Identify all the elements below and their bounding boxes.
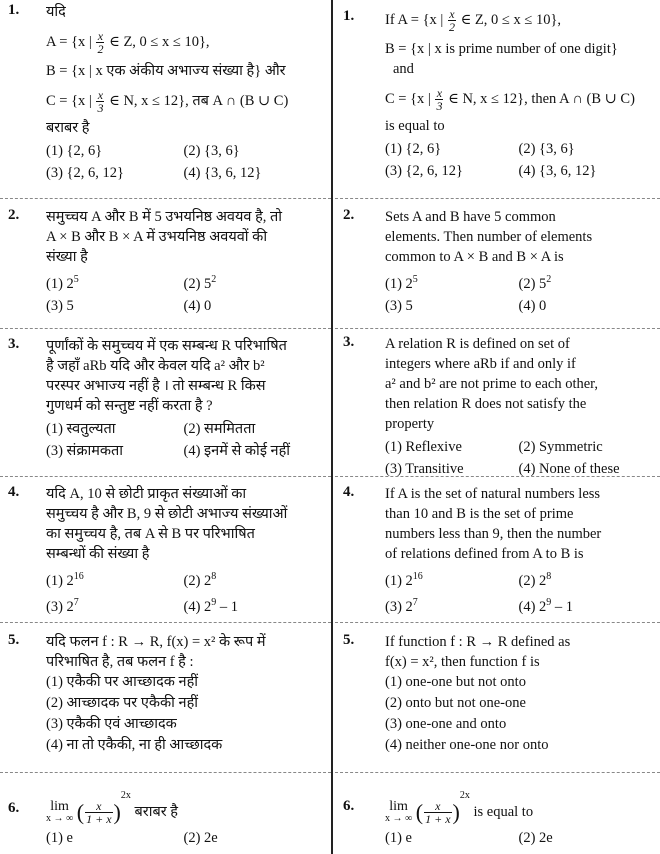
option-text: (2) 5 xyxy=(183,275,212,292)
numerator: x xyxy=(85,800,112,813)
option-3[interactable]: (3) {2, 6, 12} xyxy=(46,165,124,181)
exponent: 9 xyxy=(546,596,552,608)
option-2[interactable]: (2) {3, 6} xyxy=(518,141,575,157)
option-text: – 1 xyxy=(216,598,239,615)
option-4[interactable]: (4) {3, 6, 12} xyxy=(518,163,597,179)
question-text: यदि A, 10 से छोटी प्राकृत संख्याओं का xyxy=(46,486,247,502)
option-2[interactable]: (2) 2e xyxy=(183,830,218,847)
question-text: If function f : R → R defined as xyxy=(385,634,571,650)
option-text: (1) 2 xyxy=(46,275,74,292)
limit-operator xyxy=(46,798,74,825)
separator-line xyxy=(335,622,660,623)
question-text-tail: is equal to xyxy=(469,804,534,820)
question-number: 5. xyxy=(343,632,355,648)
numerator: x xyxy=(436,86,443,100)
separator-line xyxy=(0,476,331,477)
option-1[interactable] xyxy=(46,269,184,295)
exponent: 2 xyxy=(546,274,552,285)
exponent: 9 xyxy=(211,596,217,608)
option-text: (2) 5 xyxy=(518,275,547,292)
question-text: परस्पर अभाज्य नहीं है । तो सम्बन्ध R किस xyxy=(46,378,266,394)
question-text: a² and b² are not prime to each other, xyxy=(385,376,599,392)
limit-expression xyxy=(46,786,321,825)
separator-line xyxy=(0,622,331,623)
numerator: x xyxy=(449,7,455,21)
denominator: 3 xyxy=(97,101,104,115)
separator-line xyxy=(335,476,660,477)
question-text: numbers less than 9, then the number xyxy=(385,526,602,542)
question-text: सम्बन्धों की संख्या है xyxy=(46,546,150,562)
options xyxy=(385,269,652,317)
exponent: 16 xyxy=(73,571,84,582)
question-text: गुणधर्म को सन्तुष्ट नहीं करता है ? xyxy=(46,398,213,414)
column-divider xyxy=(331,0,333,854)
question-text: f(x) = x², then function f is xyxy=(385,654,540,670)
question-text: elements. Then number of elements xyxy=(385,229,593,245)
option-2[interactable]: (2) 2e xyxy=(518,830,553,847)
separator-line xyxy=(335,198,660,199)
option-4[interactable] xyxy=(184,592,322,618)
question-text: परिभाषित है, तब फलन f है : xyxy=(46,654,194,670)
option-4[interactable]: (4) None of these xyxy=(518,461,620,477)
question-number: 4. xyxy=(343,484,355,500)
option-2[interactable] xyxy=(184,269,322,295)
option-4[interactable]: (4) ना तो एकैकी, ना ही आच्छादक xyxy=(46,737,223,753)
option-3[interactable]: (3) 5 xyxy=(46,297,74,314)
exponent: 5 xyxy=(73,274,79,285)
exponent: 7 xyxy=(73,596,79,608)
open-paren: ( xyxy=(76,799,85,825)
question-number: 2. xyxy=(8,207,20,223)
question-text: A relation R is defined on set of xyxy=(385,336,570,352)
option-2[interactable]: (2) आच्छादक पर एकैकी नहीं xyxy=(46,695,199,711)
option-text: (4) 2 xyxy=(518,598,547,615)
separator-line xyxy=(0,198,331,199)
option-3[interactable]: (3) one-one and onto xyxy=(385,716,507,732)
question-number: 4. xyxy=(8,484,20,500)
option-1[interactable] xyxy=(46,566,184,592)
limit-subscript: x → ∞ xyxy=(385,812,413,824)
question-body xyxy=(385,632,652,756)
question-body xyxy=(46,2,321,184)
options xyxy=(385,138,652,182)
separator-line xyxy=(0,772,331,773)
option-text: (4) 2 xyxy=(183,598,212,615)
question-text: समुच्चय A और B में 5 उभयनिष्ठ अवयव है, तो xyxy=(46,209,283,225)
option-2[interactable]: (2) {3, 6} xyxy=(183,143,240,159)
set-c-definition xyxy=(46,89,321,114)
question-text: A × B और B × A में उभयनिष्ठ अवयवों की xyxy=(46,229,268,245)
question-body xyxy=(46,207,321,317)
question-body xyxy=(385,207,652,317)
question-number: 1. xyxy=(8,2,20,18)
option-3[interactable] xyxy=(46,592,184,618)
option-3[interactable]: (3) Transitive xyxy=(385,461,464,477)
option-3[interactable]: (3) 5 xyxy=(385,297,413,314)
set-a-text: If A = {x | xyxy=(385,11,447,28)
question-body xyxy=(46,786,321,849)
exponent: 8 xyxy=(546,571,552,582)
question-body xyxy=(46,336,321,462)
separator-line xyxy=(335,328,660,329)
option-text: (1) 2 xyxy=(385,572,413,589)
question-body xyxy=(46,484,321,618)
set-c-text: C = {x | xyxy=(46,92,96,109)
options xyxy=(385,566,652,618)
question-text: Sets A and B have 5 common xyxy=(385,209,556,225)
close-paren: ) xyxy=(113,799,121,825)
question-text-tail: बराबर है xyxy=(46,120,90,136)
question-number: 2. xyxy=(343,207,355,223)
question-text: संख्या है xyxy=(46,249,88,265)
question-text-tail: बराबर है xyxy=(130,804,178,820)
numerator: x xyxy=(97,29,104,43)
option-1[interactable]: (1) one-one but not onto xyxy=(385,674,526,690)
option-4[interactable]: (4) 0 xyxy=(518,297,547,314)
option-2[interactable]: (2) सममितता xyxy=(183,421,256,437)
option-2[interactable]: (2) onto but not one-one xyxy=(385,695,526,711)
option-text: – 1 xyxy=(551,598,574,615)
numerator: x xyxy=(424,800,451,813)
option-1[interactable]: (1) {2, 6} xyxy=(385,141,442,157)
open-paren: ( xyxy=(415,799,424,825)
question-text: integers where aRb if and only if xyxy=(385,356,576,372)
question-text: का समुच्चय है, तब A से B पर परिभाषित xyxy=(46,526,255,542)
option-4[interactable] xyxy=(519,592,653,618)
option-2[interactable] xyxy=(519,566,653,592)
exponent: 2x xyxy=(120,790,131,801)
question-text: समुच्चय है और B, 9 से छोटी अभाज्य संख्याओं xyxy=(46,506,288,522)
option-1[interactable]: (1) {2, 6} xyxy=(46,143,103,159)
question-body xyxy=(385,8,652,182)
option-3[interactable]: (3) संक्रामकता xyxy=(46,443,124,459)
exponent: 7 xyxy=(412,596,418,608)
set-a-definition xyxy=(46,30,321,55)
option-text: (2) 2 xyxy=(183,572,212,589)
options xyxy=(46,140,321,184)
option-3[interactable]: (3) {2, 6, 12} xyxy=(385,163,463,179)
question-text: common to A × B and B × A is xyxy=(385,249,564,265)
options xyxy=(46,269,321,317)
numerator: x xyxy=(97,88,104,102)
question-text: If A is the set of natural numbers less xyxy=(385,486,601,502)
set-a-text-end: ∈ Z, 0 ≤ x ≤ 10}, xyxy=(109,33,210,50)
question-text: then relation R does not satisfy the xyxy=(385,396,587,412)
limit-label: lim xyxy=(50,798,69,814)
exponent: 8 xyxy=(211,571,217,582)
fraction xyxy=(424,800,451,825)
fraction xyxy=(435,87,443,112)
separator-line xyxy=(335,772,660,773)
question-number: 6. xyxy=(343,798,355,814)
option-1[interactable] xyxy=(385,566,519,592)
question-body xyxy=(385,334,652,480)
question-number: 5. xyxy=(8,632,20,648)
fraction xyxy=(85,800,112,825)
option-4[interactable]: (4) neither one-one nor onto xyxy=(385,737,549,753)
conjunction: and xyxy=(393,61,414,77)
separator-line xyxy=(0,328,331,329)
set-b-definition: B = {x | x is prime number of one digit} xyxy=(385,41,618,57)
set-a-definition xyxy=(385,8,652,33)
denominator: 3 xyxy=(436,99,443,113)
question-number: 3. xyxy=(343,334,355,350)
option-1[interactable]: (1) e xyxy=(385,830,412,847)
question-text: of relations defined from A to B is xyxy=(385,546,584,562)
limit-label: lim xyxy=(389,798,408,814)
denominator: 2 xyxy=(448,20,455,34)
denominator: 1 + x xyxy=(86,812,112,827)
limit-expression xyxy=(385,786,652,825)
option-text: (3) 2 xyxy=(385,598,413,615)
question-number: 6. xyxy=(8,800,20,816)
fraction xyxy=(96,89,104,114)
limit-operator xyxy=(385,798,413,825)
question-text: यदि फलन f : R → R, f(x) = x² के रूप में xyxy=(46,634,266,650)
set-c-text-end: ∈ N, x ≤ 12}, then A ∩ (B ∪ C) xyxy=(448,90,635,107)
option-2[interactable]: (2) Symmetric xyxy=(518,439,603,455)
set-c-text-end: ∈ N, x ≤ 12}, तब A ∩ (B ∪ C) xyxy=(109,92,289,109)
question-text: है जहाँ aRb यदि और केवल यदि a² और b² xyxy=(46,358,265,374)
option-1[interactable]: (1) e xyxy=(46,830,73,847)
set-b-definition: B = {x | x एक अंकीय अभाज्य संख्या है} और xyxy=(46,63,286,79)
option-4[interactable]: (4) {3, 6, 12} xyxy=(183,165,262,181)
option-3[interactable] xyxy=(385,592,519,618)
option-2[interactable] xyxy=(519,269,653,295)
options xyxy=(46,827,321,849)
option-2[interactable] xyxy=(184,566,322,592)
question-text-tail: is equal to xyxy=(385,118,445,134)
option-3[interactable]: (3) एकैकी एवं आच्छादक xyxy=(46,716,177,732)
option-text: (2) 2 xyxy=(518,572,547,589)
option-4[interactable]: (4) 0 xyxy=(183,297,212,314)
options xyxy=(46,566,321,618)
question-text: than 10 and B is the set of prime xyxy=(385,506,574,522)
set-c-definition xyxy=(385,87,652,112)
exponent: 16 xyxy=(412,571,423,582)
set-a-text-end: ∈ Z, 0 ≤ x ≤ 10}, xyxy=(460,11,562,28)
exponent: 2x xyxy=(459,790,470,801)
question-body xyxy=(46,632,321,756)
question-text: property xyxy=(385,416,435,432)
options xyxy=(46,418,321,462)
option-1[interactable]: (1) एकैकी पर आच्छादक नहीं xyxy=(46,674,199,690)
limit-subscript: x → ∞ xyxy=(46,812,74,824)
option-1[interactable]: (1) Reflexive xyxy=(385,439,462,455)
question-body xyxy=(385,786,652,849)
fraction xyxy=(448,8,456,33)
fraction xyxy=(96,30,104,55)
question-text: पूर्णांकों के समुच्चय में एक सम्बन्ध R परिभाषित xyxy=(46,338,287,354)
question-number: 1. xyxy=(343,8,355,24)
question-body xyxy=(385,484,652,618)
question-number: 3. xyxy=(8,336,20,352)
option-text: (1) 2 xyxy=(46,572,74,589)
set-c-text: C = {x | xyxy=(385,90,435,107)
option-4[interactable]: (4) इनमें से कोई नहीं xyxy=(183,443,291,459)
options xyxy=(385,436,652,480)
denominator: 2 xyxy=(97,42,104,56)
close-paren: ) xyxy=(452,799,460,825)
option-1[interactable] xyxy=(385,269,519,295)
options xyxy=(385,827,652,849)
option-text: (3) 2 xyxy=(46,598,74,615)
option-text: (1) 2 xyxy=(385,275,413,292)
set-a-text: A = {x | xyxy=(46,33,96,50)
exponent: 2 xyxy=(211,274,217,285)
denominator: 1 + x xyxy=(425,812,451,827)
question-text: यदि xyxy=(46,4,66,20)
exponent: 5 xyxy=(412,274,418,285)
option-1[interactable]: (1) स्वतुल्यता xyxy=(46,421,116,437)
